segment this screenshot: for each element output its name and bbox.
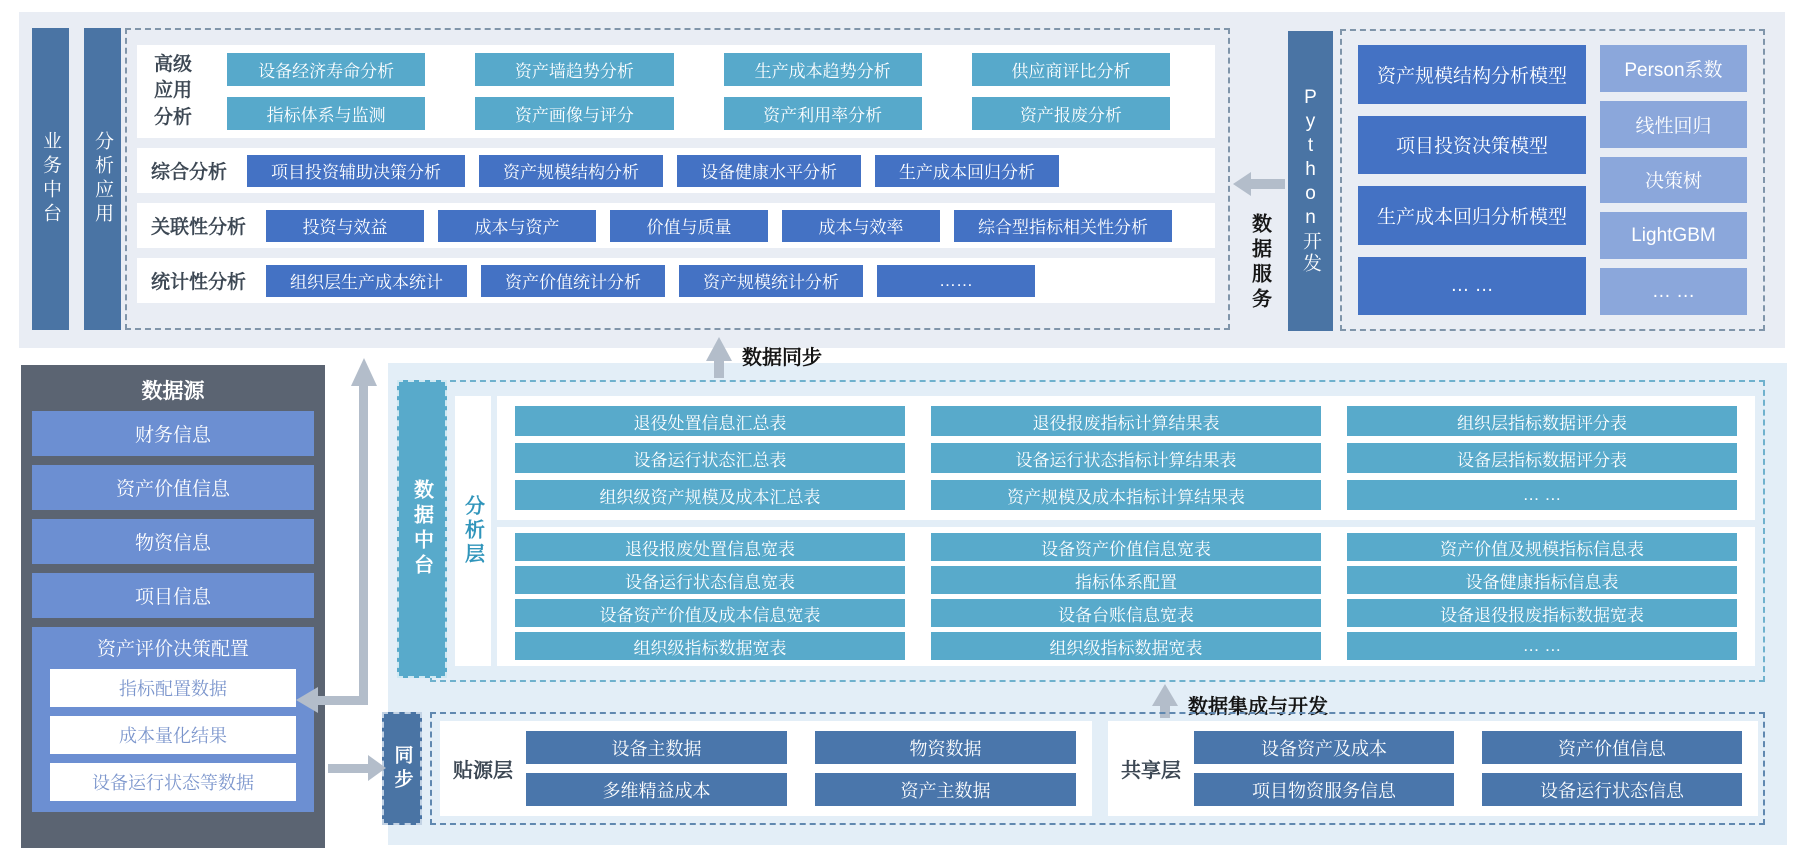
data-middle-platform-bar: 数据中台 bbox=[397, 380, 447, 678]
arrow-shaft bbox=[1251, 179, 1285, 189]
analysis-app-chip: 资产墙趋势分析 bbox=[475, 53, 673, 86]
integration-label: 数据集成与开发 bbox=[1188, 696, 1328, 718]
arrow-horizontal-shaft bbox=[318, 696, 368, 705]
summary-table-box: 退役处置信息汇总表 bbox=[515, 406, 905, 436]
row-label-comprehensive: 综合分析 bbox=[151, 162, 228, 183]
wide-table-box: 设备健康指标信息表 bbox=[1347, 566, 1737, 594]
summary-table-box: 组织层指标数据评分表 bbox=[1347, 406, 1737, 436]
analysis-app-chip: 组织层生产成本统计 bbox=[266, 265, 467, 297]
data-source-item: 财务信息 bbox=[32, 411, 314, 456]
business-middle-platform-bar: 业务中台 bbox=[32, 28, 69, 330]
source-layer-panel bbox=[440, 721, 1092, 816]
wide-tables-panel bbox=[497, 527, 1755, 666]
wide-table-box: 设备资产价值信息宽表 bbox=[931, 533, 1321, 561]
summary-table-box: 资产规模及成本指标计算结果表 bbox=[931, 480, 1321, 510]
shared-layer-items bbox=[1194, 731, 1758, 806]
analysis-app-chip: 生产成本回归分析 bbox=[875, 155, 1059, 187]
summary-table-box: … … bbox=[1347, 480, 1737, 510]
analysis-layer-label: 分析层 bbox=[455, 396, 491, 666]
data-source-item: 物资信息 bbox=[32, 519, 314, 564]
config-group-title: 资产评价决策配置 bbox=[96, 639, 249, 660]
row-label-correlation: 关联性分析 bbox=[151, 217, 247, 238]
summary-table-box: 设备运行状态指标计算结果表 bbox=[931, 443, 1321, 473]
wide-table-box: 设备运行状态信息宽表 bbox=[515, 566, 905, 594]
data-source-panel bbox=[21, 365, 325, 848]
row-label-statistical: 统计性分析 bbox=[151, 272, 247, 293]
config-group-items bbox=[32, 669, 314, 801]
python-development-bar: Python开发 bbox=[1288, 31, 1333, 331]
up-arrowhead-icon bbox=[706, 337, 732, 361]
shared-data-box: 项目物资服务信息 bbox=[1194, 773, 1454, 806]
summary-table-box: 设备运行状态汇总表 bbox=[515, 443, 905, 473]
algorithm-box: Person系数 bbox=[1600, 45, 1747, 92]
shared-layer-panel bbox=[1108, 721, 1758, 816]
python-dev-panel bbox=[1340, 29, 1765, 331]
algorithm-box: LightGBM bbox=[1600, 212, 1747, 259]
advanced-analysis-row bbox=[137, 45, 1215, 138]
wide-table-box: 资产价值及规模指标信息表 bbox=[1347, 533, 1737, 561]
analysis-application-bar: 分析应用 bbox=[84, 28, 121, 330]
right-arrowhead-icon bbox=[368, 755, 386, 781]
asset-evaluation-config-group bbox=[32, 627, 314, 812]
config-sub-item: 设备运行状态等数据 bbox=[50, 763, 296, 801]
data-source-items bbox=[32, 411, 314, 618]
wide-table-box: 设备台账信息宽表 bbox=[931, 599, 1321, 627]
python-model-box: 资产规模结构分析模型 bbox=[1358, 45, 1586, 104]
config-sub-item: 指标配置数据 bbox=[50, 669, 296, 707]
wide-table-box: 组织级指标数据宽表 bbox=[515, 632, 905, 660]
summary-table-box: 退役报废指标计算结果表 bbox=[931, 406, 1321, 436]
source-data-box: 多维精益成本 bbox=[526, 773, 787, 806]
wide-table-box: 设备资产价值及成本信息宽表 bbox=[515, 599, 905, 627]
statistical-analysis-row bbox=[137, 258, 1215, 303]
left-arrowhead-icon bbox=[296, 687, 318, 713]
analysis-app-chip: 资产规模结构分析 bbox=[479, 155, 663, 187]
source-data-box: 资产主数据 bbox=[815, 773, 1076, 806]
algorithm-column bbox=[1600, 45, 1747, 315]
source-data-box: 设备主数据 bbox=[526, 731, 787, 764]
arrow-shaft bbox=[328, 764, 368, 773]
data-source-title: 数据源 bbox=[141, 380, 205, 403]
source-layer-items bbox=[526, 731, 1092, 806]
up-arrowhead-icon bbox=[351, 358, 377, 386]
algorithm-box: 线性回归 bbox=[1600, 101, 1747, 148]
source-layer-title: 贴源层 bbox=[453, 760, 513, 782]
analysis-app-chip: 成本与效率 bbox=[782, 210, 940, 242]
summary-tables-panel bbox=[497, 396, 1755, 520]
wide-table-box: 指标体系配置 bbox=[931, 566, 1321, 594]
row-label-advanced: 高级应用分析 bbox=[153, 53, 192, 128]
comprehensive-analysis-row bbox=[137, 148, 1215, 193]
analysis-app-chip: 价值与质量 bbox=[610, 210, 768, 242]
wide-table-box: 退役报废处置信息宽表 bbox=[515, 533, 905, 561]
analysis-app-chip: 资产画像与评分 bbox=[475, 97, 673, 130]
source-data-box: 物资数据 bbox=[815, 731, 1076, 764]
python-model-box: … … bbox=[1358, 257, 1586, 316]
analysis-app-chip: 综合型指标相关性分析 bbox=[954, 210, 1172, 242]
analysis-app-chip: 设备健康水平分析 bbox=[677, 155, 861, 187]
sync-bar: 同步 bbox=[382, 712, 422, 825]
data-sync-label: 数据同步 bbox=[742, 347, 822, 369]
analysis-app-chip: 投资与效益 bbox=[266, 210, 424, 242]
analysis-app-chip: 成本与资产 bbox=[438, 210, 596, 242]
shared-layer-title: 共享层 bbox=[1121, 760, 1181, 782]
python-model-box: 项目投资决策模型 bbox=[1358, 116, 1586, 175]
summary-table-box: 设备层指标数据评分表 bbox=[1347, 443, 1737, 473]
shared-data-box: 资产价值信息 bbox=[1482, 731, 1742, 764]
wide-table-box: … … bbox=[1347, 632, 1737, 660]
arrow-shaft bbox=[714, 361, 724, 378]
analysis-app-chip: 供应商评比分析 bbox=[972, 53, 1170, 86]
analysis-app-chip: 资产价值统计分析 bbox=[481, 265, 665, 297]
analysis-app-chip: 项目投资辅助决策分析 bbox=[247, 155, 465, 187]
summary-table-box: 组织级资产规模及成本汇总表 bbox=[515, 480, 905, 510]
correlation-analysis-row bbox=[137, 203, 1215, 248]
correlation-analysis-buttons bbox=[266, 210, 1215, 242]
data-service-label: 数据服务 bbox=[1248, 213, 1271, 313]
config-sub-item: 成本量化结果 bbox=[50, 716, 296, 754]
statistical-analysis-buttons bbox=[266, 265, 1215, 297]
shared-data-box: 设备运行状态信息 bbox=[1482, 773, 1742, 806]
algorithm-box: 决策树 bbox=[1600, 157, 1747, 204]
comprehensive-analysis-buttons bbox=[247, 155, 1215, 187]
python-model-column bbox=[1358, 45, 1586, 315]
analysis-app-chip: 资产利用率分析 bbox=[724, 97, 922, 130]
wide-table-box: 设备退役报废指标数据宽表 bbox=[1347, 599, 1737, 627]
analysis-app-chip: 资产报废分析 bbox=[972, 97, 1170, 130]
analysis-app-chip: 指标体系与监测 bbox=[227, 97, 425, 130]
analysis-app-chip: …… bbox=[877, 265, 1035, 297]
up-arrowhead-icon bbox=[1152, 684, 1178, 706]
analysis-app-chip: 生产成本趋势分析 bbox=[724, 53, 922, 86]
algorithm-box: … … bbox=[1600, 268, 1747, 315]
left-arrowhead-icon bbox=[1233, 172, 1251, 196]
python-model-box: 生产成本回归分析模型 bbox=[1358, 186, 1586, 245]
analysis-app-chip: 资产规模统计分析 bbox=[679, 265, 863, 297]
analysis-app-chip: 设备经济寿命分析 bbox=[227, 53, 425, 86]
data-source-item: 资产价值信息 bbox=[32, 465, 314, 510]
arrow-vertical-shaft bbox=[359, 386, 368, 705]
data-source-item: 项目信息 bbox=[32, 573, 314, 618]
wide-table-box: 组织级指标数据宽表 bbox=[931, 632, 1321, 660]
advanced-analysis-buttons bbox=[227, 53, 1215, 130]
shared-data-box: 设备资产及成本 bbox=[1194, 731, 1454, 764]
